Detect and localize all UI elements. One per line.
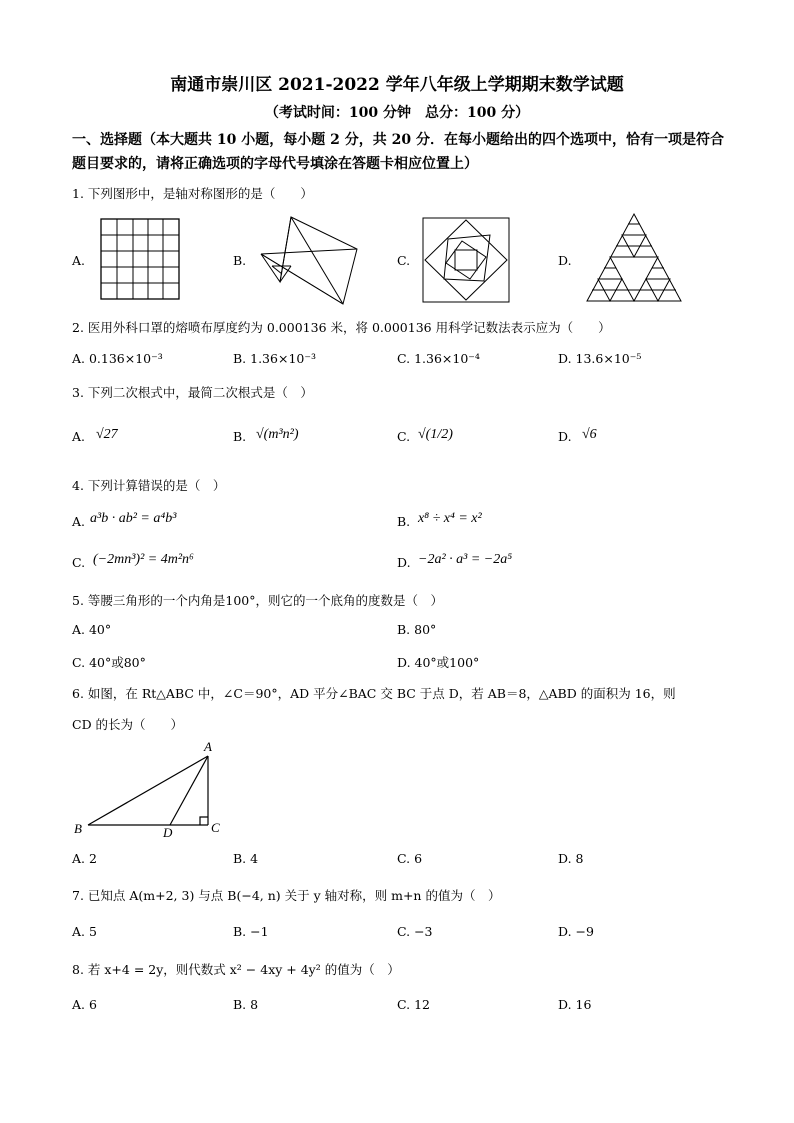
q1-figure-b-spiral xyxy=(258,214,360,306)
question-7-stem: 7. 已知点 A(m+2, 3) 与点 B(−4, n) 关于 y 轴对称，则 m+n 的值为（ ） xyxy=(72,888,501,903)
q5-option-b: B. 80° xyxy=(397,622,437,637)
point-d-label: D xyxy=(163,825,173,840)
q6-option-c: C. 6 xyxy=(397,851,423,866)
q4-option-a: A. xyxy=(72,514,86,529)
q2-option-b: B. 1.36×10⁻³ xyxy=(233,351,316,366)
q8-option-c: C. 12 xyxy=(397,997,430,1012)
q3-option-b: B. xyxy=(233,429,247,444)
q8-option-a: A. 6 xyxy=(72,997,97,1012)
exam-info: （考试时间：100 分钟 总分：100 分） xyxy=(264,105,530,121)
q1-figure-a-maze xyxy=(100,218,180,300)
q1-option-d: D. xyxy=(558,253,572,268)
section-heading: 一、选择题（本大题共 10 小题，每小题 2 分，共 20 分．在每小题给出的四个选项中，恰有一项是符合题目要求的，请将正确选项的字母代号填涂在答题卡相应位置上） xyxy=(72,132,724,172)
q8-option-d: D. 16 xyxy=(558,997,592,1012)
q6-figure-triangle xyxy=(70,738,230,842)
q3-option-a-expr: √27 xyxy=(96,427,118,442)
q4-option-a-expr: a³b · ab² = a⁴b³ xyxy=(90,511,177,526)
q3-option-a: A. xyxy=(72,429,86,444)
q5-option-d: D. 40°或100° xyxy=(397,655,480,670)
q3-option-d: D. xyxy=(558,429,572,444)
question-5-stem: 5. 等腰三角形的一个内角是100°，则它的一个底角的度数是（ ） xyxy=(72,593,444,608)
q7-option-b: B. −1 xyxy=(233,924,269,939)
vertex-a-label: A xyxy=(204,739,212,754)
q7-option-a: A. 5 xyxy=(72,924,97,939)
question-3-stem: 3. 下列二次根式中，最简二次根式是（ ） xyxy=(72,385,313,400)
q3-option-c-expr: √(1/2) xyxy=(418,427,453,442)
question-2-stem: 2. 医用外科口罩的熔喷布厚度约为 0.000136 米，将 0.000136 用科学记数法表示应为（ ） xyxy=(72,320,611,335)
question-1-stem: 1. 下列图形中，是轴对称图形的是（ ） xyxy=(72,186,313,201)
q2-option-d: D. 13.6×10⁻⁵ xyxy=(558,351,642,366)
q5-option-c: C. 40°或80° xyxy=(72,655,146,670)
q6-option-d: D. 8 xyxy=(558,851,584,866)
q4-option-d-expr: −2a² · a³ = −2a⁵ xyxy=(418,552,513,567)
q3-option-d-expr: √6 xyxy=(582,427,597,442)
q8-option-b: B. 8 xyxy=(233,997,259,1012)
q2-option-c: C. 1.36×10⁻⁴ xyxy=(397,351,480,366)
q3-option-b-expr: √(m³n²) xyxy=(256,427,299,442)
question-6-stem-cont: CD 的长为（ ） xyxy=(72,717,184,732)
q6-option-a: A. 2 xyxy=(72,851,97,866)
q6-option-b: B. 4 xyxy=(233,851,259,866)
q5-option-a: A. 40° xyxy=(72,622,112,637)
question-6-stem: 6. 如图，在 Rt△ABC 中，∠C＝90°，AD 平分∠BAC 交 BC 于点 D，若 AB＝8，△ABD 的面积为 16，则 xyxy=(72,686,676,701)
q7-option-c: C. −3 xyxy=(397,924,433,939)
q1-option-b: B. xyxy=(233,253,247,268)
q1-figure-d-sierpinski xyxy=(586,213,682,303)
q1-option-a: A. xyxy=(72,253,86,268)
q4-option-c: C. xyxy=(72,555,86,570)
question-4-stem: 4. 下列计算错误的是（ ） xyxy=(72,478,226,493)
q1-option-c: C. xyxy=(397,253,411,268)
q1-figure-c-nested-squares xyxy=(422,217,510,303)
page-title: 南通市崇川区 2021-2022 学年八年级上学期期末数学试题 xyxy=(170,75,624,95)
q4-option-d: D. xyxy=(397,555,411,570)
vertex-c-label: C xyxy=(211,820,220,835)
q4-option-b: B. xyxy=(397,514,411,529)
q4-option-c-expr: (−2mn³)² = 4m²n⁶ xyxy=(93,552,194,567)
q2-option-a: A. 0.136×10⁻³ xyxy=(72,351,163,366)
q3-option-c: C. xyxy=(397,429,411,444)
q4-option-b-expr: x⁸ ÷ x⁴ = x² xyxy=(418,511,482,526)
q7-option-d: D. −9 xyxy=(558,924,594,939)
question-8-stem: 8. 若 x+4 = 2y，则代数式 x² − 4xy + 4y² 的值为（ ） xyxy=(72,962,400,977)
vertex-b-label: B xyxy=(74,821,82,836)
